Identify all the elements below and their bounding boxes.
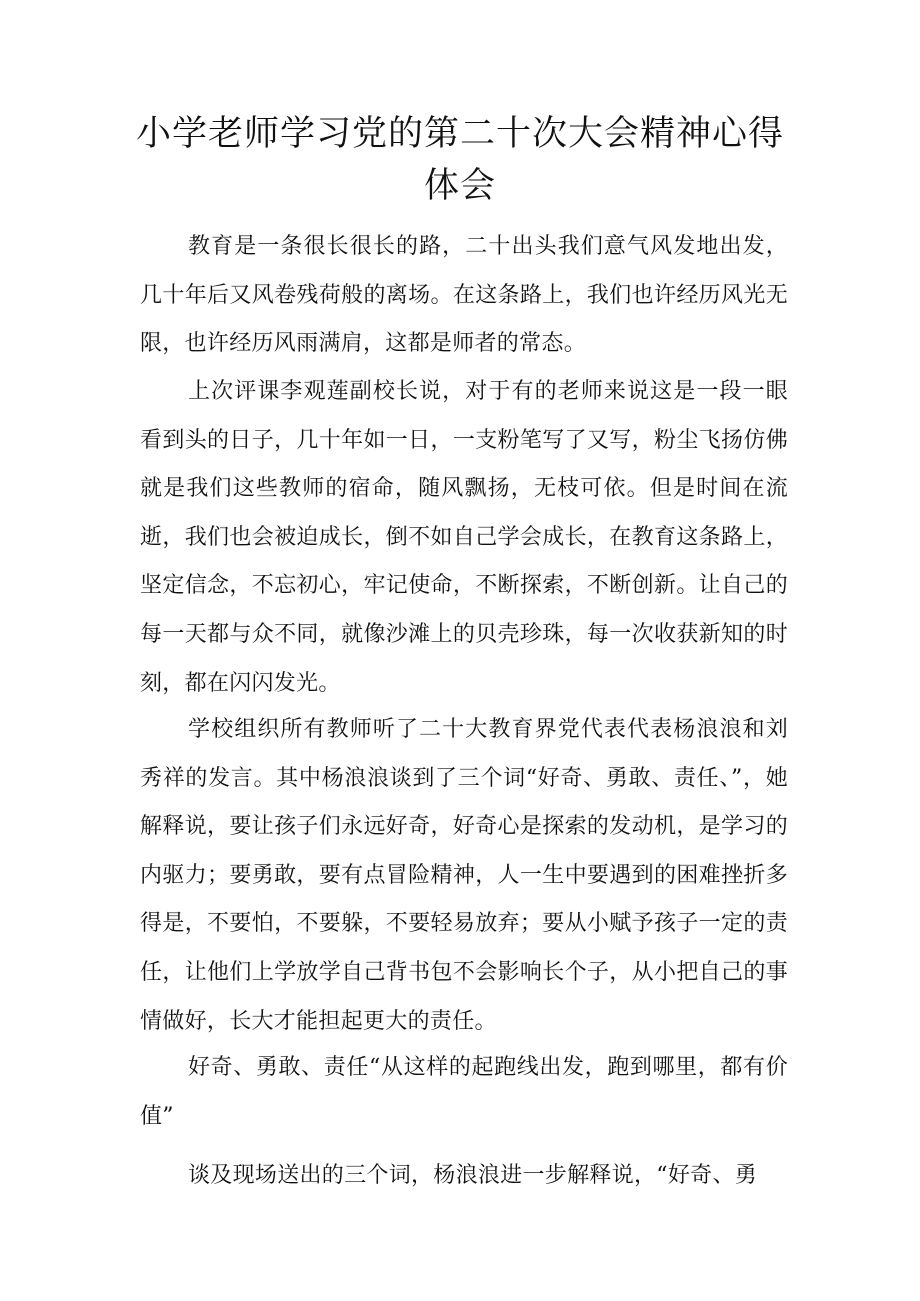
document-title-line-2: 体会 xyxy=(423,166,496,206)
paragraph-1: 教育是一条很长很长的路，二十出头我们意气风发地出发，几十年后又风卷残荷般的离场。在这条路上，我们也许经历风光无限，也许经历风雨满肩，这都是师者的常态。 xyxy=(140,234,788,357)
document-title-line-1: 小学老师学习党的第二十次大会精神心得 xyxy=(135,114,784,154)
paragraph-4: 好奇、勇敢、责任“从这样的起跑线出发，跑到哪里，都有价值” xyxy=(140,1055,788,1129)
paragraph-5: 谈及现场送出的三个词，杨浪浪进一步解释说，“好奇、勇 xyxy=(188,1163,758,1188)
paragraph-3: 学校组织所有教师听了二十大教育界党代表代表杨浪浪和刘秀祥的发言。其中杨浪浪谈到了三个词“好奇、勇敢、责任、”，她解释说，要让孩子们永远好奇，好奇心是探索的发动机，是学习的内驱力；要勇敢，要有点冒险精神，人一生中要遇到的困难挫折多得是，不要怕，不要躲，不要轻易放弃；要从小赋予孩子一定的责任，让他们上学放学自己背书包不会影响长个子，从小把自己的事情做好，长大才能担起更大的责任。 xyxy=(140,717,788,1034)
paragraph-2: 上次评课李观莲副校长说，对于有的老师来说这是一段一眼看到头的日子，几十年如一日，一支粉笔写了又写，粉尘飞扬仿佛就是我们这些教师的宿命，随风飘扬，无枝可依。但是时间在流逝，我们也会被迫成长，倒不如自己学会成长，在教育这条路上，坚定信念，不忘初心，牢记使命，不断探索，不断创新。让自己的每一天都与众不同，就像沙滩上的贝壳珍珠，每一次收获新知的时刻，都在闪闪发光。 xyxy=(140,379,788,696)
